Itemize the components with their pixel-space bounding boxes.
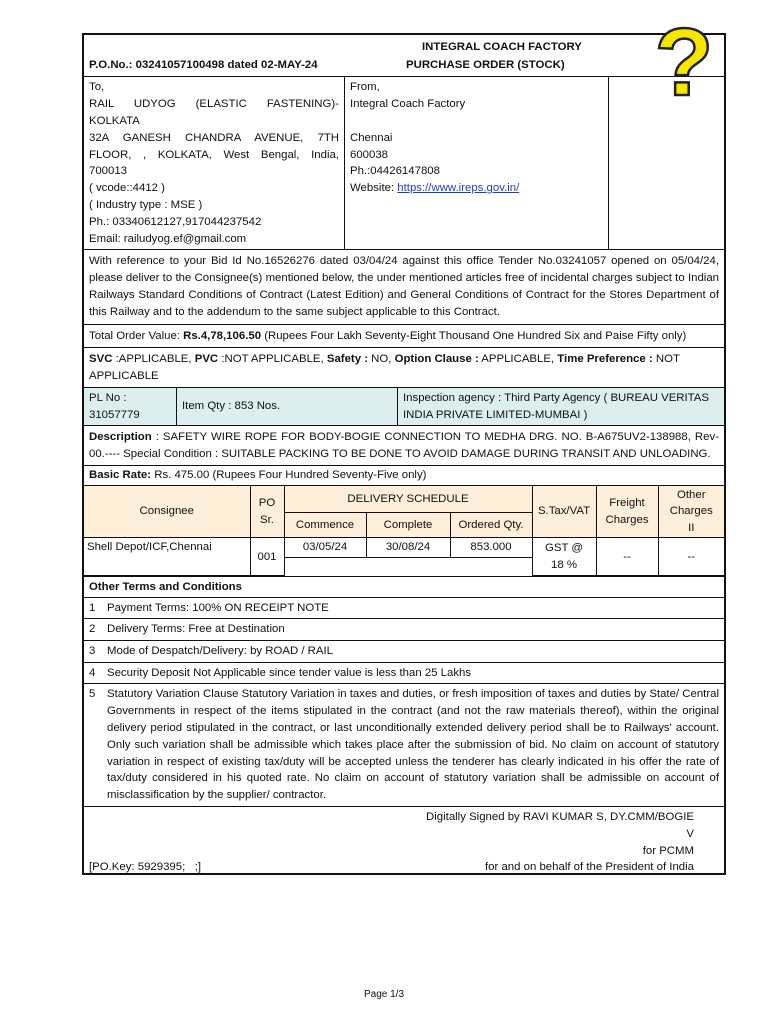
header-stax: S.Tax/VAT <box>532 486 596 538</box>
cell-complete: 30/08/24 <box>366 538 450 558</box>
cell-freight: -- <box>596 538 658 576</box>
to-label: To, <box>89 81 105 93</box>
list-item: 3 Mode of Despatch/Delivery: by ROAD / RAIL <box>84 641 724 663</box>
cell-stax: GST @ 18 % <box>532 538 596 576</box>
from-phone: Ph.:04426147808 <box>350 165 440 178</box>
order-type-title: PURCHASE ORDER (STOCK) <box>406 59 565 71</box>
blank-cell <box>609 77 724 249</box>
header-ordered-qty: Ordered Qty. <box>450 513 532 538</box>
from-label: From, <box>350 81 380 93</box>
total-order-value: Total Order Value: Rs.4,78,106.50 (Rupees Four Lakh Seventy-Eight Thousand One Hundred Six and Paise Fifty only) <box>84 325 724 349</box>
po-number: P.O.No.: 03241057100498 dated 02-MAY-24 <box>89 59 318 71</box>
from-website: Website: https://www.ireps.gov.in/ <box>350 182 520 195</box>
pl-row <box>84 388 724 426</box>
supplier-address-line2: FLOOR, , KOLKATA, West Bengal, India, <box>89 148 339 161</box>
cell-ordered-qty: 853.000 <box>450 538 532 558</box>
on-behalf: for and on behalf of the President of India <box>485 861 694 874</box>
from-city: Chennai <box>350 131 393 144</box>
po-key: [PO.Key: 5929395; ;] <box>89 861 202 874</box>
header-commence: Commence <box>284 513 366 538</box>
supplier-industry: ( Industry type : MSE ) <box>89 199 203 212</box>
header-po-sr: PO Sr. <box>250 486 284 538</box>
to-address <box>84 77 345 249</box>
supplier-address-line1: 32A GANESH CHANDRA AVENUE, 7TH <box>89 131 340 144</box>
supplier-pin: 700013 <box>89 165 128 178</box>
address-block <box>84 77 724 250</box>
table-row <box>84 538 724 558</box>
cell-commence: 03/05/24 <box>284 538 366 558</box>
for-pcmm: for PCMM <box>642 845 694 858</box>
digital-signature: Digitally Signed by RAVI KUMAR S, DY.CMM/BOGIE <box>426 811 694 824</box>
basic-rate: Basic Rate: Rs. 475.00 (Rupees Four Hundred Seventy-Five only) <box>84 466 724 486</box>
pl-number: 31057779 <box>89 408 140 421</box>
from-address <box>345 77 609 249</box>
header-delivery-schedule: DELIVERY SCHEDULE <box>284 486 532 513</box>
cell-po-sr: 001 <box>250 538 284 576</box>
list-item: 2 Delivery Terms: Free at Destination <box>84 619 724 641</box>
supplier-name-line1: RAIL UDYOG (ELASTIC FASTENING)- <box>89 97 339 110</box>
reference-paragraph: With reference to your Bid Id No.16526276 dated 03/04/24 against this office Tender No.03241057 opened on 05/04/24, please deliver to the Consignee(s) mentioned below, the under mentioned articles free of incidental charges subject to Indian Railways Standard Conditions of Contract (Latest Edition) and General Conditions of Contract for the Stores Department of this Railway and to the addendum to the same subject applicable to this Contract. <box>84 250 724 325</box>
supplier-phone: Ph.: 03340612127,917044237542 <box>89 216 262 228</box>
website-link[interactable]: https://www.ireps.gov.in/ <box>397 182 520 195</box>
item-qty-cell: Item Qty : 853 Nos. <box>177 388 398 425</box>
delivery-schedule <box>84 486 724 578</box>
svg-text:?: ? <box>654 17 714 107</box>
from-name: Integral Coach Factory <box>350 97 466 110</box>
header-complete: Complete <box>366 513 450 538</box>
signature-v: V <box>686 828 694 841</box>
from-pin: 600038 <box>350 148 389 161</box>
org-title: INTEGRAL COACH FACTORY <box>422 41 582 53</box>
signature-block <box>84 807 724 873</box>
cell-other-charges: -- <box>658 538 724 576</box>
list-item: 1 Payment Terms: 100% ON RECEIPT NOTE <box>84 598 724 620</box>
pl-number-cell: PL No : 31057779 <box>84 388 177 425</box>
supplier-vcode: ( vcode::4412 ) <box>89 182 165 195</box>
list-item: 4 Security Deposit Not Applicable since tender value is less than 25 Lakhs <box>84 663 724 685</box>
header-consignee: Consignee <box>84 486 250 538</box>
svc-line: SVC :APPLICABLE, PVC :NOT APPLICABLE, Safety : NO, Option Clause : APPLICABLE, Time Preference : NOT APPLICABLE <box>84 348 724 388</box>
terms-heading: Other Terms and Conditions <box>84 577 724 598</box>
cell-consignee: Shell Depot/ICF,Chennai <box>84 538 250 576</box>
list-item: 5 Statutory Variation Clause Statutory Variation in taxes and duties, or fresh imposition of taxes and duties by State/ Central Governments in respect of the items stipulated in the contract (and not the raw materials thereof), within the original delivery period stipulated in the contract, or last unconditionally extended delivery period shall be to Railways' account. Only such variation shall be admissible which takes place after the submission of bid. No claim on account of statutory variation in respect of existing tax/duty will be accepted unless the tenderer has clearly indicated in his offer the rate of tax/duty considered in his quoted rate. No claim on account of statutory variation shall be admissible on account of misclassification by the supplier/ contractor. <box>84 684 724 807</box>
inspection-agency-cell: Inspection agency : Third Party Agency ( BUREAU VERITAS INDIA PRIVATE LIMITED-MUMBAI ) <box>403 392 709 421</box>
purchase-order-document <box>82 17 726 875</box>
header-other-charges: Other Charges II <box>658 486 724 538</box>
supplier-email: Email: railudyog.ef@gmail.com <box>89 232 247 245</box>
header-freight: Freight Charges <box>596 486 658 538</box>
schedule-table <box>84 486 724 577</box>
page-number: Page 1/3 <box>363 989 405 1000</box>
description: Description : SAFETY WIRE ROPE FOR BODY-BOGIE CONNECTION TO MEDHA DRG. NO. B-A675UV2-138988, Rev-00.---- Special Condition : SUITABLE PACKING TO BE DONE TO AVOID DAMAGE DURING TRANSIT AND UNLOADING. <box>84 426 724 466</box>
supplier-name-line2: KOLKATA <box>89 114 140 127</box>
